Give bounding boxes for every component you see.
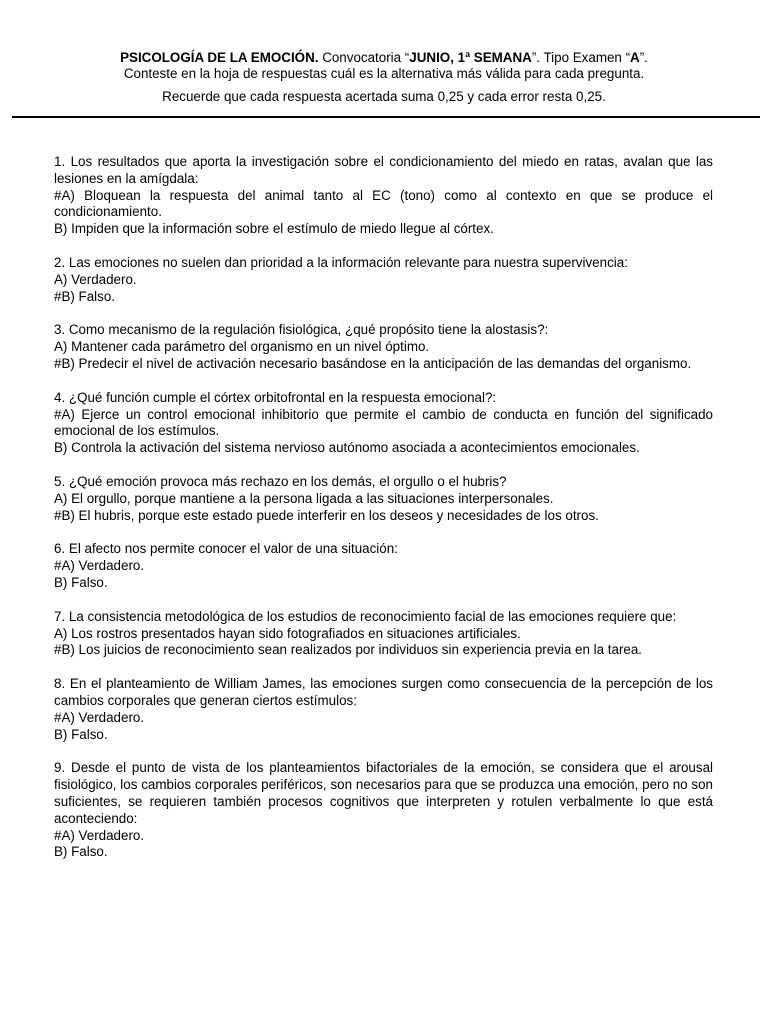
question-9 xyxy=(54,760,713,861)
answer-option: #B) El hubris, porque este estado puede interferir en los deseos y necesidades de los otros. xyxy=(54,507,599,523)
answer-option: #B) Predecir el nivel de activación necesario basándose en la anticipación de las demandas del organismo. xyxy=(54,355,692,371)
answer-option: B) Controla la activación del sistema nervioso autónomo asociada a acontecimientos emocionales. xyxy=(54,440,640,456)
question-6 xyxy=(54,541,713,591)
header-divider xyxy=(12,116,760,118)
question-stem: 7. La consistencia metodológica de los estudios de reconocimiento facial de las emociones requiere que: xyxy=(54,608,677,624)
answer-option: A) Mantener cada parámetro del organismo en un nivel óptimo. xyxy=(54,339,430,355)
question-8 xyxy=(54,676,713,743)
exam-session: JUNIO, 1ª SEMANA xyxy=(409,50,532,65)
answer-option: #A) Bloquean la respuesta del animal tanto al EC (tono) como al contexto en que se produce el condicionamiento. xyxy=(54,187,713,220)
scoring-note: Recuerde que cada respuesta acertada suma 0,25 y cada error resta 0,25. xyxy=(162,89,606,104)
answer-option: #A) Verdadero. xyxy=(54,709,145,725)
question-2 xyxy=(54,255,713,305)
answer-option: A) Verdadero. xyxy=(54,271,137,287)
question-stem: 4. ¿Qué función cumple el córtex orbitofrontal en la respuesta emocional?: xyxy=(54,389,497,405)
answer-option: #B) Los juicios de reconocimiento sean realizados por individuos sin experiencia previa en la tarea. xyxy=(54,642,643,658)
question-stem: 6. El afecto nos permite conocer el valor de una situación: xyxy=(54,541,398,557)
question-3 xyxy=(54,322,713,372)
convocatoria-prefix: Convocatoria “ xyxy=(318,50,410,65)
question-1 xyxy=(54,154,713,238)
exam-type-suffix: ”. xyxy=(639,50,648,65)
question-stem: 8. En el planteamiento de William James, las emociones surgen como consecuencia de la percepción de los cambios corporales que generan ciertos estímulos: xyxy=(54,676,713,708)
instructions: Conteste en la hoja de respuestas cuál es la alternativa más válida para cada pregunta. xyxy=(123,66,645,81)
answer-option: B) Falso. xyxy=(54,574,108,590)
exam-type-prefix: ”. Tipo Examen “ xyxy=(531,50,631,65)
answer-option: #A) Ejerce un control emocional inhibitorio que permite el cambio de conducta en función del significado emocional de los estímulos. xyxy=(54,406,713,439)
question-5 xyxy=(54,474,713,524)
question-7 xyxy=(54,609,713,659)
question-stem: 1. Los resultados que aporta la investigación sobre el condicionamiento del miedo en ratas, avalan que las lesiones en la amígdala: xyxy=(54,154,713,186)
question-list xyxy=(54,154,713,878)
answer-option: A) El orgullo, porque mantiene a la persona ligada a las situaciones interpersonales. xyxy=(54,490,554,506)
answer-option: #A) Verdadero. xyxy=(54,558,145,574)
answer-option: B) Impiden que la información sobre el estímulo de miedo llegue al córtex. xyxy=(54,221,494,237)
answer-option: B) Falso. xyxy=(54,844,108,860)
answer-option: #A) Verdadero. xyxy=(54,827,145,843)
question-4 xyxy=(54,390,713,457)
answer-option: A) Los rostros presentados hayan sido fotografiados en situaciones artificiales. xyxy=(54,625,521,641)
answer-option: #B) Falso. xyxy=(54,288,116,304)
course-title: PSICOLOGÍA DE LA EMOCIÓN. xyxy=(120,50,319,65)
exam-title-line xyxy=(0,50,768,66)
question-stem: 9. Desde el punto de vista de los planteamientos bifactoriales de la emoción, se considera que el arousal fisiológico, los cambios corporales periféricos, son necesarios para que se produzca una emoción, pero no son suficientes, se requieren también procesos cognitivos que interpreten y rotulen verbalmente lo que está aconteciendo: xyxy=(54,760,713,826)
answer-option: B) Falso. xyxy=(54,726,108,742)
question-stem: 3. Como mecanismo de la regulación fisiológica, ¿qué propósito tiene la alostasis?: xyxy=(54,322,549,338)
exam-type: A xyxy=(630,50,640,65)
question-stem: 2. Las emociones no suelen dan prioridad a la información relevante para nuestra supervivencia: xyxy=(54,254,628,270)
exam-header xyxy=(0,50,768,105)
question-stem: 5. ¿Qué emoción provoca más rechazo en los demás, el orgullo o el hubris? xyxy=(54,473,507,489)
